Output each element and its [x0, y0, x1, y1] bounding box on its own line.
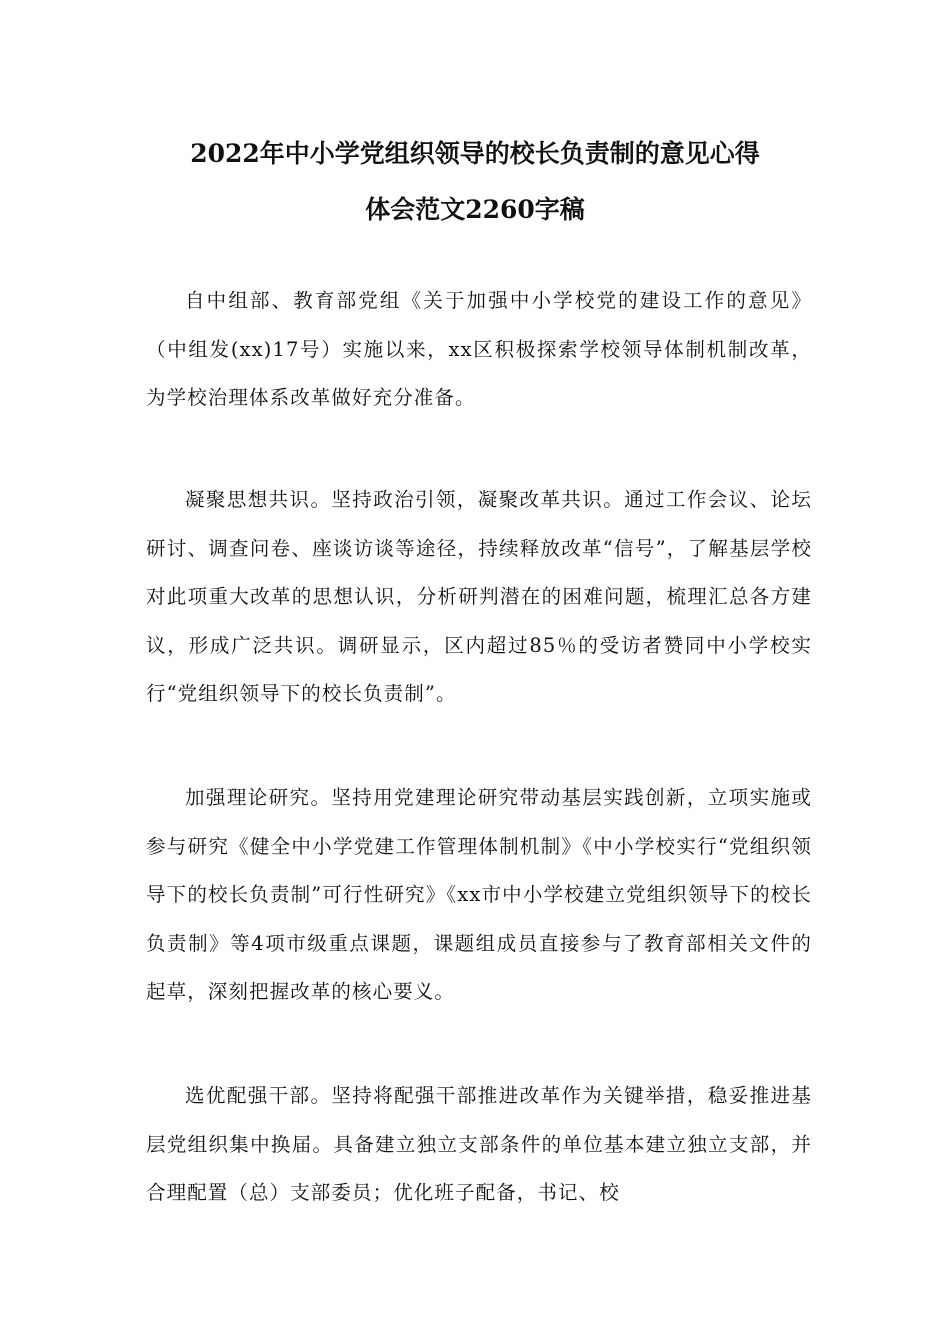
title-line-2: 体会范文2260字稿: [365, 195, 585, 224]
paragraph-consensus: 凝聚思想共识。坚持政治引领，凝聚改革共识。通过工作会议、论坛研讨、调查问卷、座谈访谈等途径，持续释放改革“信号”，了解基层学校对此项重大改革的思想认识，分析研判潜在的困难问题，梳理汇总各方建议，形成广泛共识。调研显示，区内超过85％的受访者赞同中小学校实行“党组织领导下的校长负责制”。: [146, 488, 812, 705]
paragraph-intro: 自中组部、教育部党组《关于加强中小学校党的建设工作的意见》（中组发(xx)17号）实施以来，xx区积极探索学校领导体制机制改革，为学校治理体系改革做好充分准备。: [146, 289, 812, 409]
paragraph-theory-research: 加强理论研究。坚持用党建理论研究带动基层实践创新，立项实施或参与研究《健全中小学党建工作管理体制机制》《中小学校实行“党组织领导下的校长负责制”可行性研究》《xx市中小学校建立党组织领导下的校长负责制》等4项市级重点课题，课题组成员直接参与了教育部相关文件的起草，深刻把握改革的核心要义。: [146, 786, 812, 1003]
paragraph-cadres: 选优配强干部。坚持将配强干部推进改革作为关键举措，稳妥推进基层党组织集中换届。具备建立独立支部条件的单位基本建立独立支部，并合理配置（总）支部委员；优化班子配备，书记、校: [146, 1084, 812, 1204]
document-title: [120, 126, 830, 238]
title-line-1: 2022年中小学党组织领导的校长负责制的意见心得: [190, 139, 760, 168]
